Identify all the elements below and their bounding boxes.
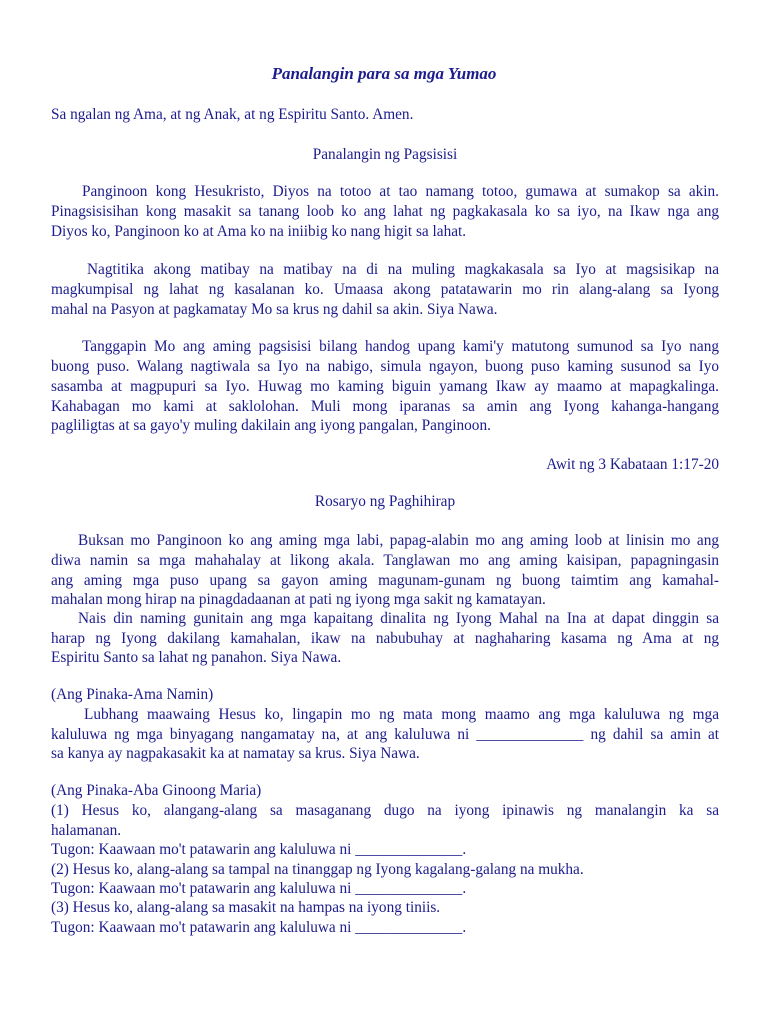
paragraph-line: kaluluwa ng mga binyagang nangamatay na, at ang kaluluwa ni ______________ ng dahil sa amin at [51, 726, 719, 743]
paragraph-line: Pinagsisisihan kong masakit sa tanang loob ko ang lahat ng pagkakasala ko sa iyo, na Ikaw nga ang [51, 203, 719, 220]
paragraph-line: sa kanya ay nagpakasakit ka at namatay sa krus. Siya Nawa. [51, 745, 420, 762]
litany-line: (2) Hesus ko, alang-alang sa tampal na tinanggap ng Iyong kagalang-galang na mukha. [51, 861, 584, 878]
sign-of-cross: Sa ngalan ng Ama, at ng Anak, at ng Espiritu Santo. Amen. [51, 106, 414, 123]
paragraph-line: harap ng Iyong dakilang kamahalan, ikaw na nabubuhay at naghaharing kasama ng Ama at ng [51, 630, 719, 647]
paragraph-line: Panginoon kong Hesukristo, Diyos na totoo at tao namang totoo, gumawa at sumakop sa akin. [82, 183, 719, 200]
litany-line: halamanan. [51, 822, 122, 839]
response-line: Tugon: Kaawaan mo't patawarin ang kaluluwa ni ______________. [51, 880, 467, 897]
paragraph-line: mahal na Pasyon at pagkamatay Mo sa krus ng dahil sa akin. Siya Nawa. [51, 301, 498, 318]
aba-ginoong-maria-label: (Ang Pinaka-Aba Ginoong Maria) [51, 782, 262, 799]
section-heading-pagsisisi: Panalangin ng Pagsisisi [312, 146, 458, 163]
ama-namin-label: (Ang Pinaka-Ama Namin) [51, 686, 214, 703]
paragraph-line: sasamba at magpupuri sa Iyo. Huwag mo kaming biguin yamang Ikaw ay maamo at mapagkalinga. [51, 378, 719, 395]
litany-line: (1) Hesus ko, alangang-alang sa masaganang dugo na iyong ipinawis ng manalangin ka sa [51, 802, 719, 819]
paragraph-line: Nagtitika akong matibay na matibay na di na muling magkakasala sa Iyo at magsisikap na [87, 261, 719, 278]
section-heading-rosaryo: Rosaryo ng Paghihirap [314, 493, 456, 510]
paragraph-line: mahalan mong hirap na pinagdadaanan at pati ng iyong mga sakit ng kamatayan. [51, 591, 546, 608]
paragraph-line: Lubhang maawaing Hesus ko, lingapin mo ng mata mong maamo ang mga kaluluwa ng mga [84, 706, 719, 723]
paragraph-line: Tanggapin Mo ang aming pagsisisi bilang handog upang kami'y matutong sumunod sa Iyo nang [82, 338, 719, 355]
document-title: Panalangin para sa mga Yumao [271, 64, 497, 83]
paragraph-line: Nais din naming gunitain ang mga kapaitang dinalita ng Iyong Mahal na Ina at dapat dinggin sa [78, 610, 719, 627]
paragraph-line: diwa namin sa mga mahahalay at likong akala. Tanglawan mo ang aming kaisipan, papagningasin [51, 552, 719, 569]
paragraph-line: Buksan mo Panginoon ko ang aming mga labi, papag-alabin mo ang aming loob at linisin mo ang [78, 532, 719, 549]
paragraph-line: Kahabagan mo kami at saklolohan. Muli mong iparanas sa amin ang Iyong kahanga-hangang [51, 398, 719, 415]
paragraph-line: buong puso. Walang nagtiwala sa Iyo na nabigo, simula ngayon, buong puso kaming susunod sa Iyo [51, 358, 719, 375]
response-line: Tugon: Kaawaan mo't patawarin ang kaluluwa ni ______________. [51, 841, 467, 858]
paragraph-line: Diyos ko, Panginoon ko at Ama ko na iniibig ko nang higit sa lahat. [51, 223, 467, 240]
litany-line: (3) Hesus ko, alang-alang sa masakit na hampas na iyong tiniis. [51, 899, 441, 916]
response-line: Tugon: Kaawaan mo't patawarin ang kaluluwa ni ______________. [51, 919, 467, 936]
paragraph-line: pagliligtas at sa gayo'y muling dakilain ang iyong pangalan, Panginoon. [51, 417, 491, 434]
paragraph-line: ang aming mga puso upang sa gayon aming magunam-gunam ng buong taimtim ang kamahal- [51, 572, 719, 589]
scripture-reference: Awit ng 3 Kabataan 1:17-20 [546, 456, 719, 473]
paragraph-line: magkumpisal ng lahat ng kasalanan ko. Umaasa akong patatawarin mo rin alang-alang sa Iyong [51, 281, 719, 298]
paragraph-line: Espiritu Santo sa lahat ng panahon. Siya Nawa. [51, 649, 342, 666]
